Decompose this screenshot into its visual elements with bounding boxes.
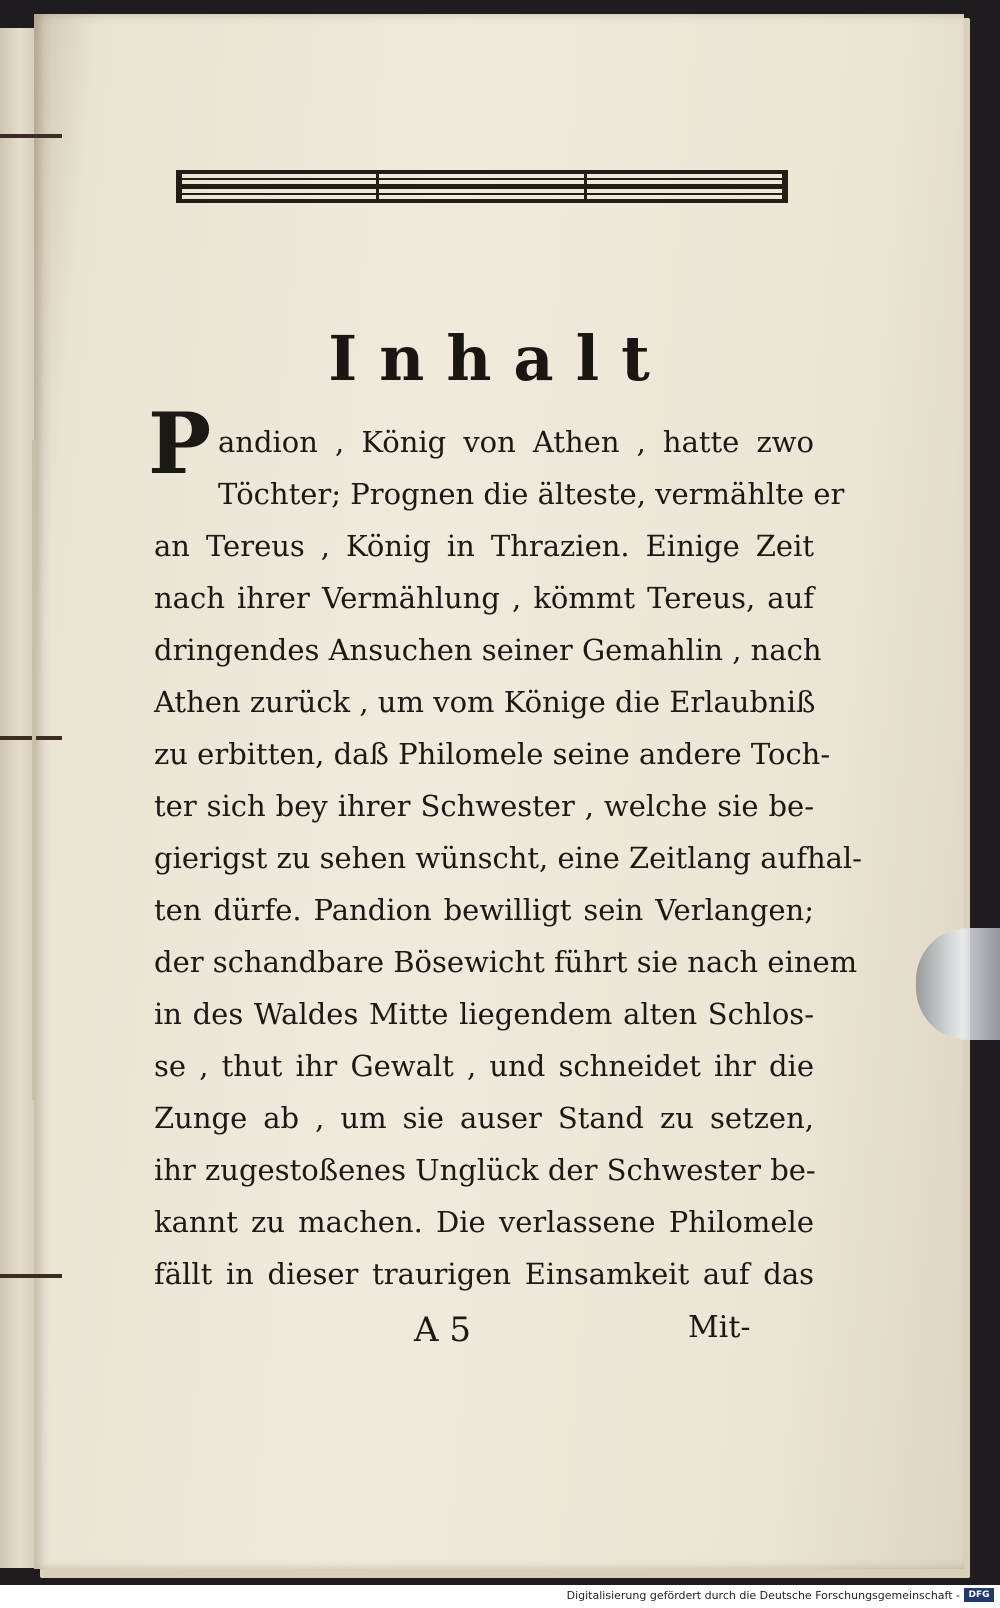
text-line: ihr zugestoßenes Unglück der Schwester be- xyxy=(154,1153,816,1187)
text-line: dringendes Ansuchen seiner Gemahlin , nach xyxy=(154,633,822,667)
text-line: kannt zu machen. Die verlassene Philomele xyxy=(154,1205,814,1239)
text-line: gierigst zu sehen wünscht, eine Zeitlang aufhal- xyxy=(154,841,862,875)
signature-mark: A 5 xyxy=(414,1310,471,1350)
drop-capital: P xyxy=(148,394,212,493)
text-line: nach ihrer Vermählung , kömmt Tereus, auf xyxy=(154,581,814,615)
text-line: fällt in dieser traurigen Einsamkeit auf das xyxy=(154,1257,814,1291)
binding-stitch xyxy=(0,736,62,740)
text-line: an Tereus , König in Thrazien. Einige Zeit xyxy=(154,529,814,563)
text-line: se , thut ihr Gewalt , und schneidet ihr die xyxy=(154,1049,814,1083)
binding-stitch xyxy=(0,1274,62,1278)
text-line: ter sich bey ihrer Schwester , welche sie be- xyxy=(154,789,814,823)
binding-stitch xyxy=(0,134,62,138)
page-fold xyxy=(32,440,36,1100)
text-line: der schandbare Bösewicht führt sie nach einem xyxy=(154,945,858,979)
dfg-logo: DFG xyxy=(964,1588,994,1602)
text-line: Zunge ab , um sie auser Stand zu setzen, xyxy=(154,1101,814,1135)
header-ornament-rule xyxy=(176,166,788,208)
text-line: andion , König von Athen , hatte zwo xyxy=(218,425,814,459)
text-line: Töchter; Prognen die älteste, vermählte er xyxy=(218,477,845,511)
catchword: Mit- xyxy=(688,1310,751,1345)
page-title: Inhalt xyxy=(328,322,672,395)
digitization-credit: Digitalisierung gefördert durch die Deutsche Forschungsgemeinschaft - xyxy=(566,1589,960,1602)
text-line: in des Waldes Mitte liegendem alten Schlos- xyxy=(154,997,814,1031)
text-line: ten dürfe. Pandion bewilligt sein Verlangen; xyxy=(154,893,814,927)
left-page-edge xyxy=(0,28,34,1568)
text-line: Athen zurück , um vom Könige die Erlaubniß xyxy=(154,685,816,719)
text-line: zu erbitten, daß Philomele seine andere Toch- xyxy=(154,737,831,771)
